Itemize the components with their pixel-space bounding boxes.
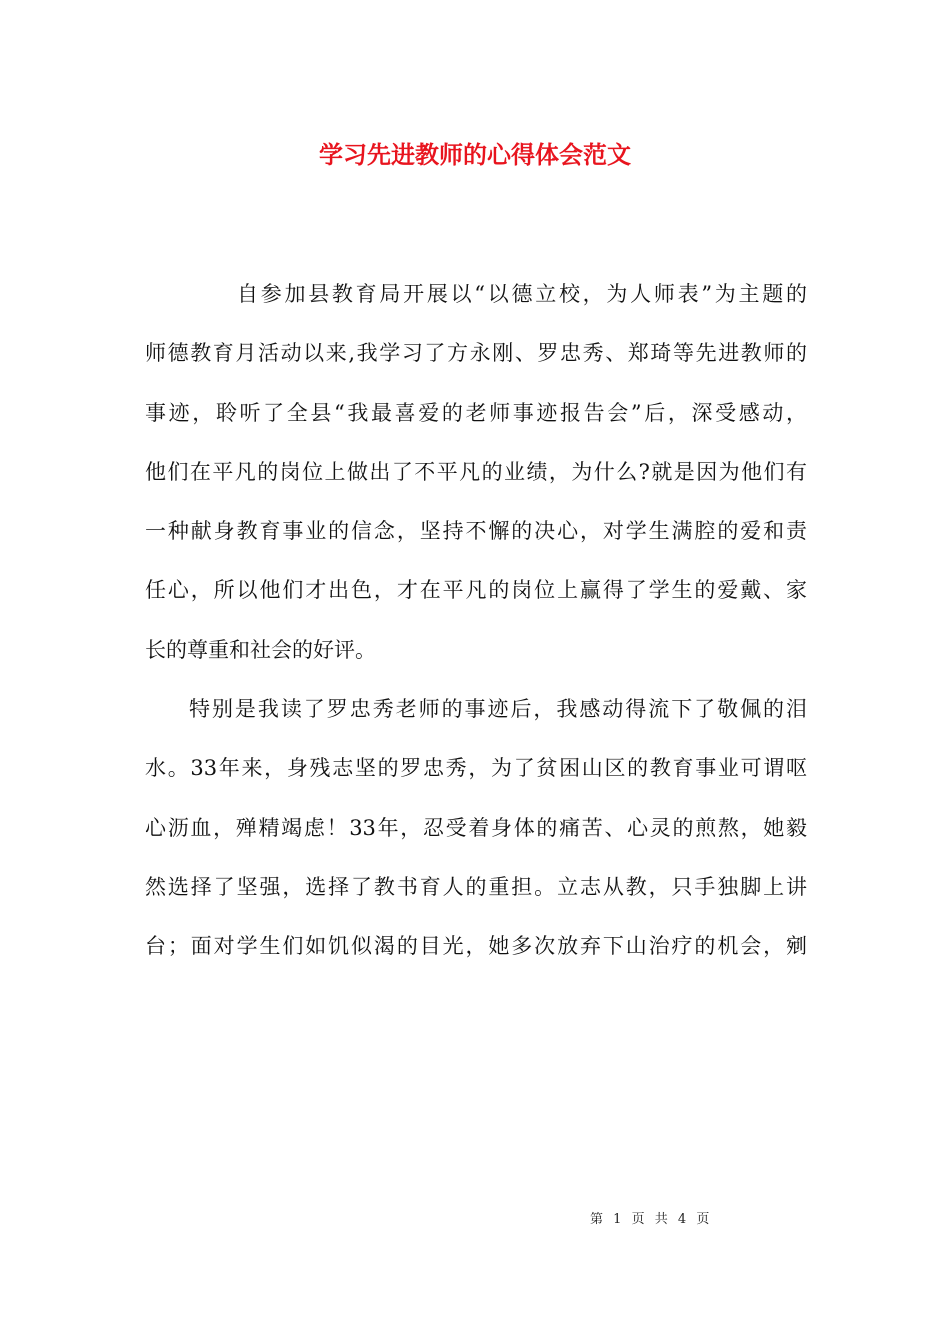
body-line: 长的尊重和社会的好评。 [145,637,376,662]
total-page-count: 4 [677,1212,688,1227]
body-line: 他们在平凡的岗位上做出了不平凡的业绩，为什么?就是因为他们有 [145,459,807,484]
current-page-number: 1 [613,1212,623,1227]
footer-page-word: 页 [631,1212,646,1227]
body-line: 事迹，聆听了全县“我最喜爱的老师事迹报告会”后，深受感动， [145,400,807,425]
body-line: 心沥血，殚精竭虑！33年，忍受着身体的痛苦、心灵的煎熬，她毅 [145,815,807,840]
document-body [145,272,807,984]
body-line: 特别是我读了罗忠秀老师的事迹后，我感动得流下了敬佩的泪 [189,697,807,722]
body-line: 台；面对学生们如饥似渴的目光，她多次放弃下山治疗的机会，剜 [145,934,807,959]
body-line: 自参加县教育局开展以“以德立校，为人师表”为主题的 [237,282,807,306]
page-number-footer [590,1208,714,1227]
footer-suffix: 页 [696,1212,711,1227]
body-line: 水。33年来，身残志坚的罗忠秀，为了贫困山区的教育事业可谓呕 [145,756,807,781]
document-title: 学习先进教师的心得体会范文 [319,140,631,169]
body-line: 任心，所以他们才出色，才在平凡的岗位上赢得了学生的爱戴、家 [145,578,807,603]
body-line: 师德教育月活动以来,我学习了方永刚、罗忠秀、郑琦等先进教师的 [145,341,807,366]
body-line: 一种献身教育事业的信念，坚持不懈的决心，对学生满腔的爱和责 [145,519,807,544]
footer-total-word: 共 [654,1212,669,1227]
footer-prefix: 第 [590,1212,605,1227]
body-line: 然选择了坚强，选择了教书育人的重担。立志从教，只手独脚上讲 [145,874,807,899]
